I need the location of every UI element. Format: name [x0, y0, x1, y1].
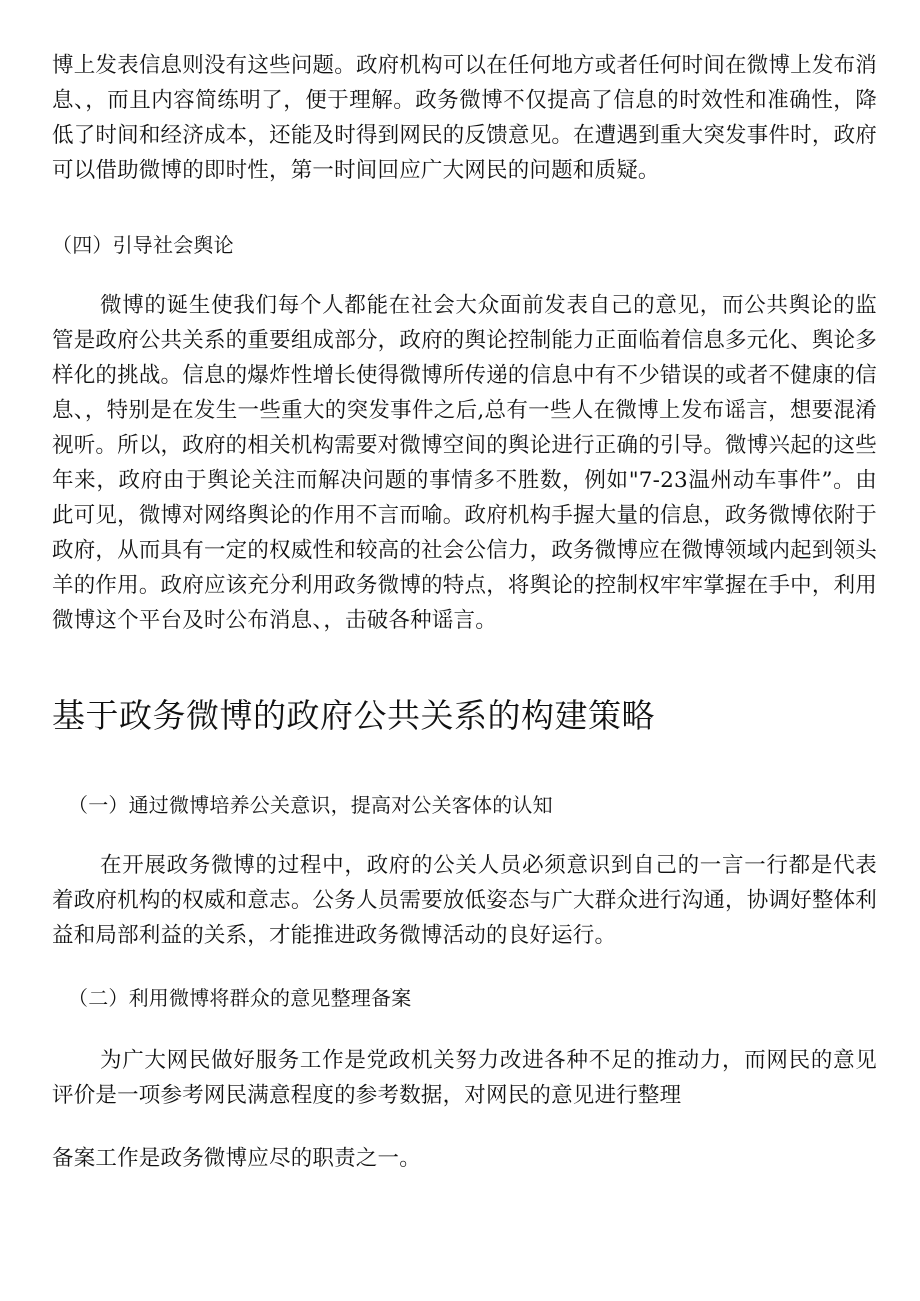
section-two-paragraph: 为广大网民做好服务工作是党政机关努力改进各种不足的推动力，而网民的意见评价是一项参考网民满意程度的参考数据，对网民的意见进行整理 [52, 1048, 877, 1108]
subsection-two-heading: （二）利用微博将群众的意见整理备案 [68, 986, 412, 1010]
intro-paragraph: 博上发表信息则没有这些问题。政府机构可以在任何地方或者任何时间在微博上发布消息、，而且内容简练明了，便于理解。政务微博不仅提高了信息的时效性和准确性，降低了时间和经济成本，还能及时得到网民的反馈意见。在遭遇到重大突发事件时，政府可以借助微博的即时性，第一时间回应广大网民的问题和质疑。 [52, 53, 877, 183]
section-two-continuation: 备案工作是政务微博应尽的职责之一。 [52, 1146, 421, 1171]
section-one-paragraph: 在开展政务微博的过程中，政府的公关人员必须意识到自己的一言一行都是代表着政府机构的权威和意志。公务人员需要放低姿态与广大群众进行沟通，协调好整体利益和局部利益的关系，才能推进政务微博活动的良好运行。 [52, 853, 877, 948]
subsection-one-heading: （一）通过微博培养公关意识，提高对公关客体的认知 [68, 793, 553, 817]
subsection-four-heading: （四）引导社会舆论 [52, 233, 234, 257]
document-page [52, 48, 877, 1176]
section-four-paragraph: 微博的诞生使我们每个人都能在社会大众面前发表自己的意见，而公共舆论的监管是政府公共关系的重要组成部分，政府的舆论控制能力正面临着信息多元化、舆论多样化的挑战。信息的爆炸性增长使得微博所传递的信息中有不少错误的或者不健康的信息、，特别是在发生一些重大的突发事件之后,总有一些人在微博上发布谣言，想要混淆视听。所以，政府的相关机构需要对微博空间的舆论进行正确的引导。微博兴起的这些年来，政府由于舆论关注而解决问题的事情多不胜数，例如"7-23温州动车事件”。由此可见，微博对网络舆论的作用不言而喻。政府机构手握大量的信息，政务微博依附于政府，从而具有一定的权威性和较高的社会公信力，政务微博应在微博领域内起到领头羊的作用。政府应该充分利用政务微博的特点，将舆论的控制权牢牢掌握在手中，利用微博这个平台及时公布消息、，击破各种谣言。 [52, 293, 877, 633]
section-heading: 基于政务微博的政府公共关系的构建策略 [52, 696, 655, 735]
